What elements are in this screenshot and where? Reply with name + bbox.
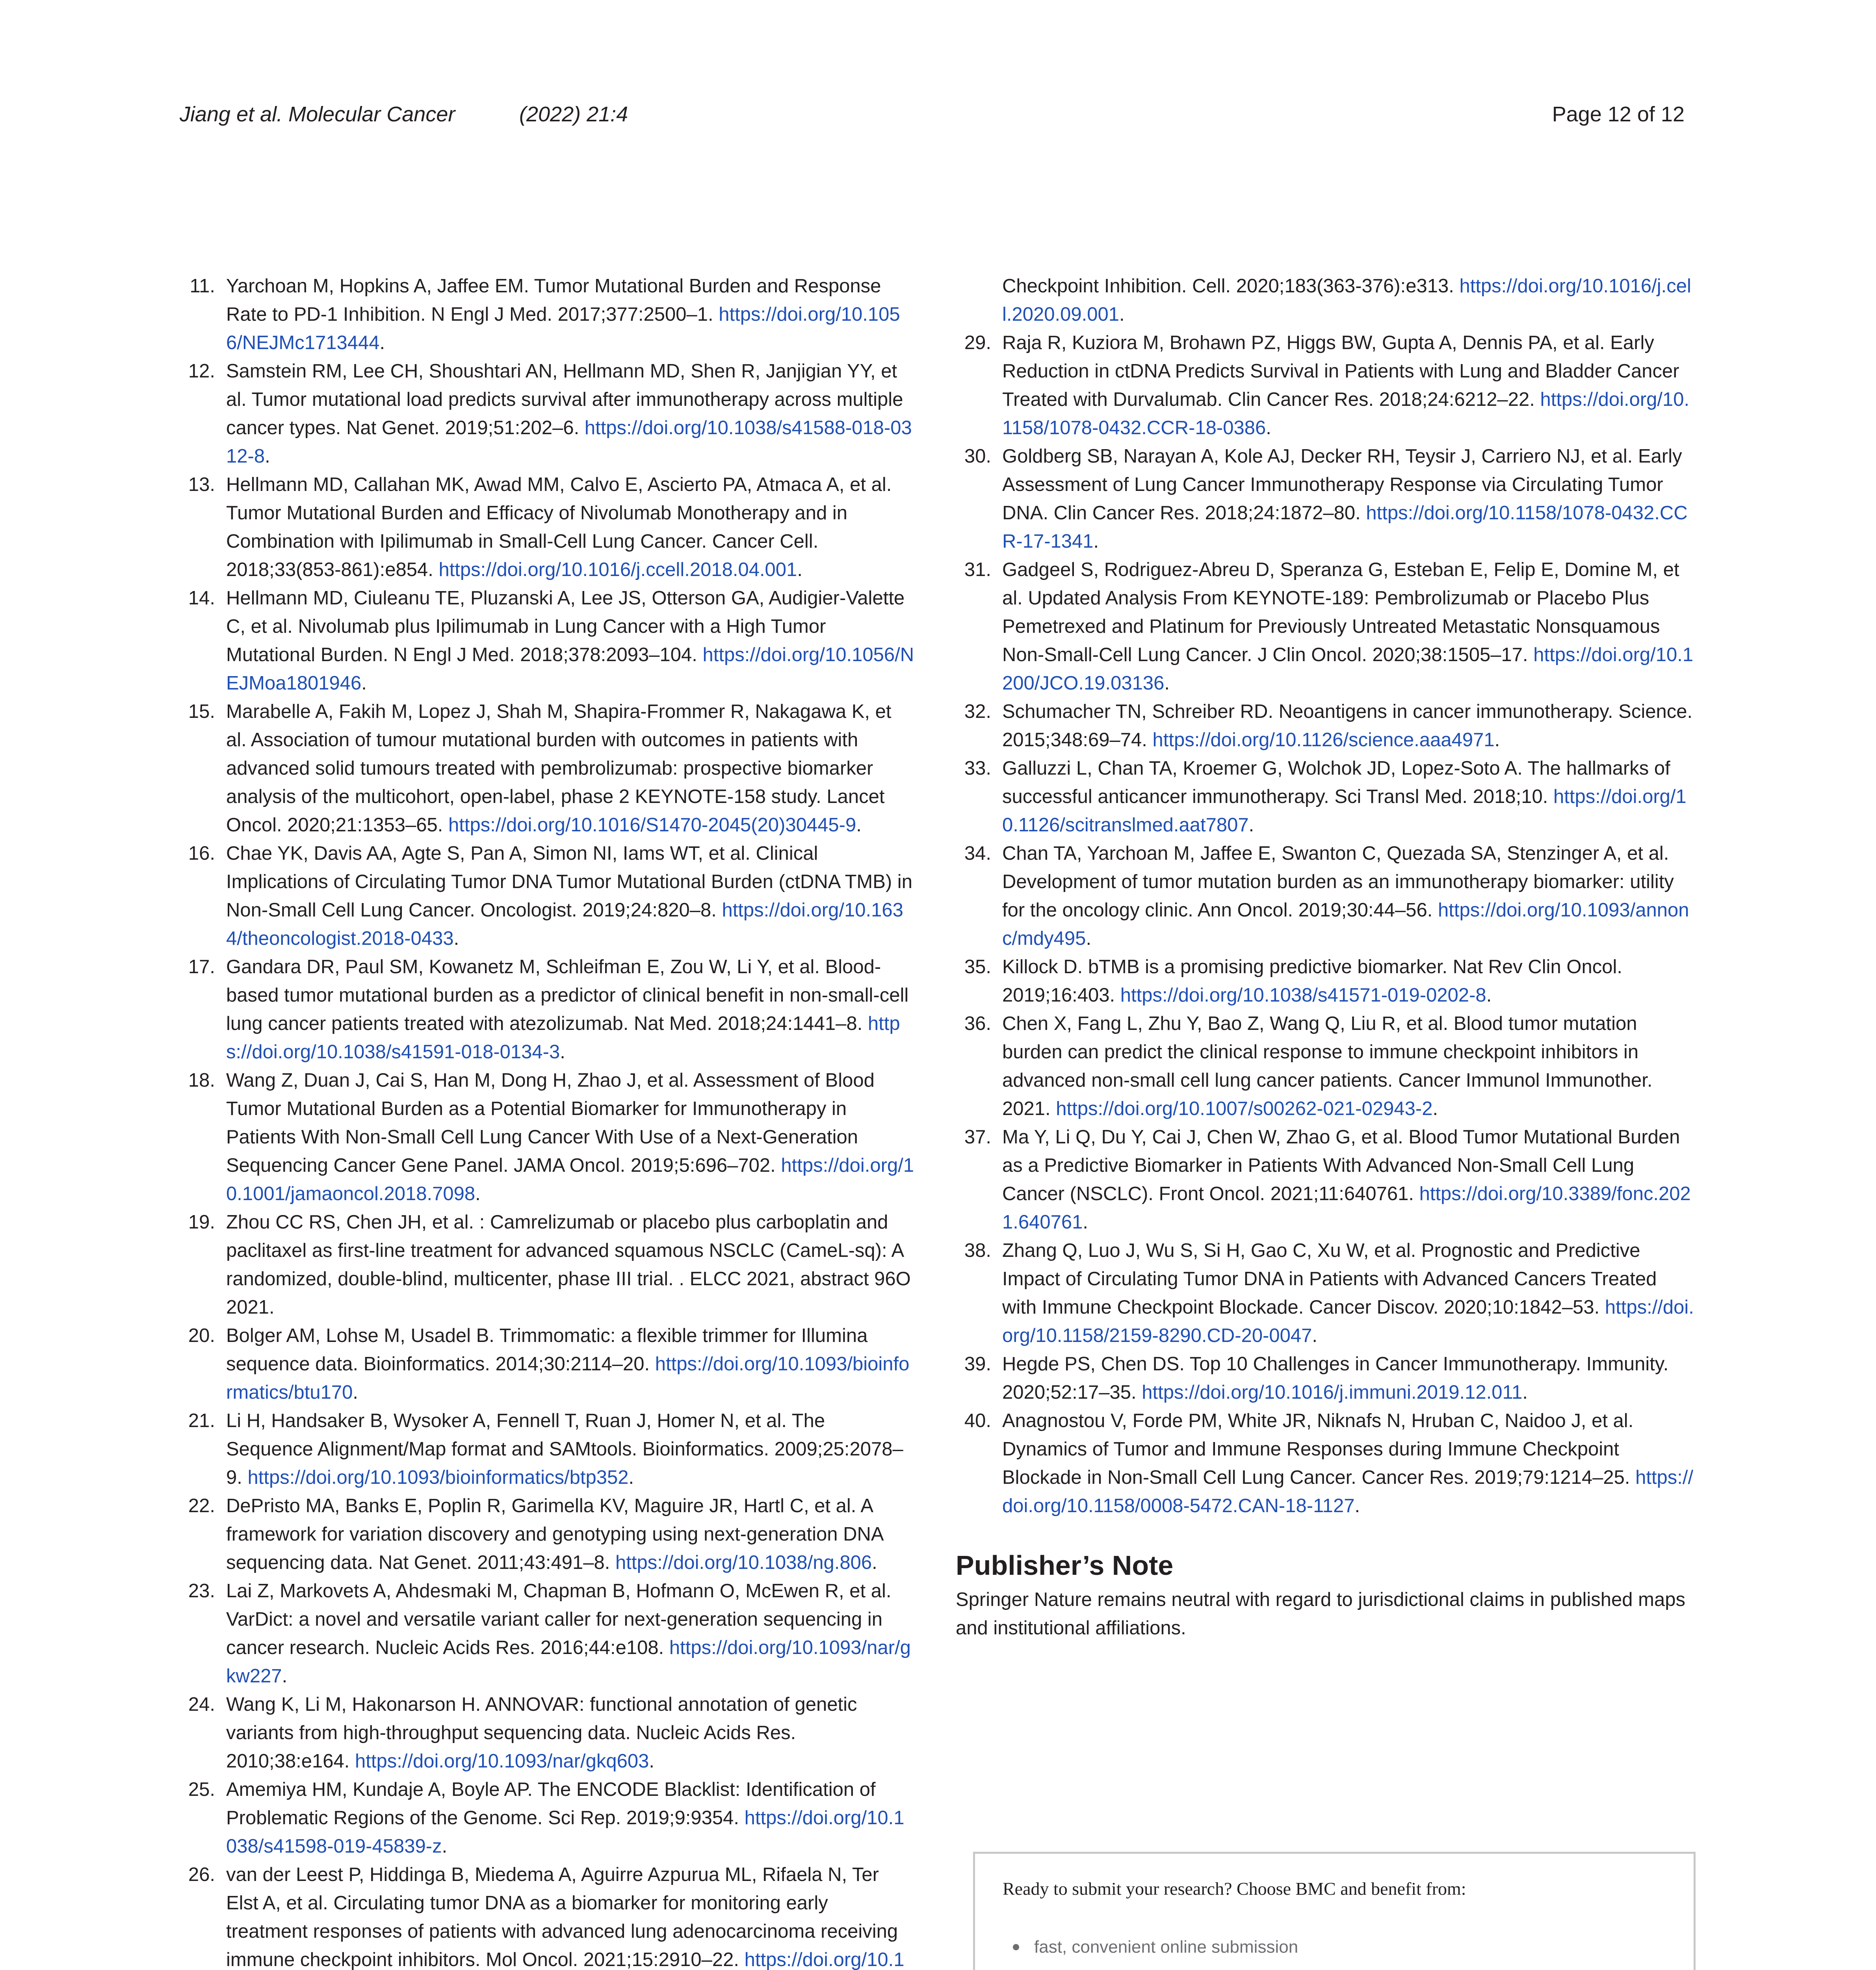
reference-text: Li H, Handsaker B, Wysoker A, Fennell T, Ruan J, Homer N, et al. The Sequence Alignment/Map format and SAMtools. Bioinformatics. 2009;25:2078–9. bbox=[226, 1410, 903, 1488]
reference-body bbox=[1002, 1350, 1696, 1407]
reference-body bbox=[226, 584, 915, 697]
reference-doi-link[interactable]: https://doi.org/10.1038/s41598-019-45839-z bbox=[226, 1807, 905, 1857]
reference-number: 12. bbox=[188, 361, 215, 382]
page-number: Page 12 of 12 bbox=[1552, 102, 1685, 126]
reference-item bbox=[180, 1407, 915, 1492]
reference-tail: . bbox=[379, 332, 385, 353]
reference-number: 25. bbox=[188, 1779, 215, 1800]
reference-text: Galluzzi L, Chan TA, Kroemer G, Wolchok JD, Lopez-Soto A. The hallmarks of successful anticancer immunotherapy. Sci Transl Med. 2018;10. bbox=[1002, 758, 1670, 807]
reference-doi-link[interactable]: https://doi.org/10.1016/j.cell.2020.09.001 bbox=[1002, 275, 1691, 325]
reference-item bbox=[180, 470, 915, 584]
reference-body bbox=[1002, 442, 1696, 556]
reference-text: Raja R, Kuziora M, Brohawn PZ, Higgs BW, Gupta A, Dennis PA, et al. Early Reduction in ctDNA Predicts Survival in Patients with Lung and Bladder Cancer Treated with Durvalumab. Clin Cancer Res. 2018;24:6212–22. bbox=[1002, 332, 1679, 410]
reference-tail: . bbox=[1086, 928, 1092, 949]
reference-doi-link[interactable]: https://doi.org/10.1038/s41571-019-0202-8 bbox=[1120, 985, 1486, 1006]
reference-number: 20. bbox=[188, 1325, 215, 1346]
reference-tail: . bbox=[856, 814, 862, 836]
reference-text: van der Leest P, Hiddinga B, Miedema A, Aguirre Azpurua ML, Rifaela N, Ter Elst A, et al. Circulating tumor DNA as a biomarker for monitoring early treatment responses of patients with advanced lung adenocarcinoma receiving immune checkpoint inhibitors. Mol Oncol. 2021;15:2910–22. bbox=[226, 1864, 898, 1970]
reference-tail: . bbox=[442, 1836, 448, 1857]
reference-number: 19. bbox=[188, 1212, 215, 1233]
reference-item bbox=[956, 697, 1696, 754]
reference-item bbox=[956, 442, 1696, 556]
reference-text: Killock D. bTMB is a promising predictive biomarker. Nat Rev Clin Oncol. 2019;16:403. bbox=[1002, 956, 1622, 1006]
reference-number: 22. bbox=[188, 1495, 215, 1517]
reference-tail: . bbox=[1432, 1098, 1438, 1119]
reference-item bbox=[956, 329, 1696, 442]
reference-number: 11. bbox=[189, 275, 215, 297]
reference-text: Ma Y, Li Q, Du Y, Cai J, Chen W, Zhao G, et al. Blood Tumor Mutational Burden as a Predictive Biomarker in Patients With Advanced Non-Small Cell Lung Cancer (NSCLC). Front Oncol. 2021;11:640761. bbox=[1002, 1126, 1680, 1204]
reference-tail: . bbox=[628, 1467, 634, 1488]
reference-item bbox=[956, 1123, 1696, 1236]
reference-item bbox=[180, 1066, 915, 1208]
reference-tail: . bbox=[453, 928, 459, 949]
reference-body bbox=[1002, 329, 1696, 442]
reference-tail: . bbox=[1312, 1325, 1318, 1346]
reference-text: Gandara DR, Paul SM, Kowanetz M, Schleifman E, Zou W, Li Y, et al. Blood-based tumor mutational burden as a predictor of clinical benefit in non-small-cell lung cancer patients treated with atezolizumab. Nat Med. 2018;24:1441–8. bbox=[226, 956, 909, 1034]
reference-text: Wang K, Li M, Hakonarson H. ANNOVAR: functional annotation of genetic variants from high-throughput sequencing data. Nucleic Acids Res. 2010;38:e164. bbox=[226, 1694, 857, 1772]
reference-doi-link[interactable]: https://doi.org/10.1056/NEJMc1713444 bbox=[226, 304, 900, 353]
bmc-benefit-item bbox=[1013, 1966, 1611, 1970]
reference-doi-link[interactable]: https://doi.org/10.1158/1078-0432.CCR-18-0386 bbox=[1002, 389, 1690, 439]
reference-item bbox=[180, 953, 915, 1066]
reference-doi-link[interactable]: https://doi.org/10.3389/fonc.2021.640761 bbox=[1002, 1183, 1691, 1233]
reference-text: Yarchoan M, Hopkins A, Jaffee EM. Tumor Mutational Burden and Response Rate to PD-1 Inhibition. N Engl J Med. 2017;377:2500–1. bbox=[226, 275, 881, 325]
bmc-benefits-list bbox=[1013, 1929, 1611, 1970]
reference-number: 29. bbox=[964, 332, 991, 353]
reference-doi-link[interactable]: https://doi.org/10.1001/jamaoncol.2018.7098 bbox=[226, 1155, 914, 1204]
reference-body bbox=[226, 1407, 915, 1492]
reference-body bbox=[226, 470, 915, 584]
reference-text: Bolger AM, Lohse M, Usadel B. Trimmomatic: a flexible trimmer for Illumina sequence data. Bioinformatics. 2014;30:2114–20. bbox=[226, 1325, 868, 1375]
reference-tail: . bbox=[797, 559, 802, 580]
reference-tail: . bbox=[1522, 1382, 1528, 1403]
reference-number: 26. bbox=[188, 1864, 215, 1885]
reference-doi-link[interactable]: https://doi.org/10.1093/bioinformatics/btu170 bbox=[226, 1353, 910, 1403]
reference-tail: . bbox=[475, 1183, 481, 1204]
reference-doi-link[interactable]: https://doi.org/10.1093/annonc/mdy495 bbox=[1002, 900, 1689, 949]
reference-item bbox=[956, 556, 1696, 697]
reference-text: DePristo MA, Banks E, Poplin R, Garimella KV, Maguire JR, Hartl C, et al. A framework for variation discovery and genotyping using next-generation DNA sequencing data. Nat Genet. 2011;43:491–8. bbox=[226, 1495, 883, 1573]
reference-tail: . bbox=[1164, 673, 1170, 694]
reference-item bbox=[956, 1009, 1696, 1123]
reference-body bbox=[1002, 1236, 1696, 1350]
reference-body bbox=[1002, 697, 1696, 754]
reference-item bbox=[956, 754, 1696, 839]
reference-number: 16. bbox=[188, 843, 215, 864]
reference-text: Gadgeel S, Rodriguez-Abreu D, Speranza G, Esteban E, Felip E, Domine M, et al. Updated Analysis From KEYNOTE-189: Pembrolizumab or Placebo Plus Pemetrexed and Platinum for Previously Untreated Metastatic Nonsquamous Non-Small-Cell Lung Cancer. J Clin Oncol. 2020;38:1505–17. bbox=[1002, 559, 1679, 665]
reference-item bbox=[180, 584, 915, 697]
bmc-intro: Ready to submit your research? Choose BMC and benefit from: bbox=[1003, 1879, 1466, 1899]
citation-year: (2022) 21:4 bbox=[519, 102, 628, 126]
reference-tail: . bbox=[1248, 814, 1254, 836]
reference-item bbox=[180, 839, 915, 953]
reference-tail: . bbox=[1354, 1495, 1360, 1517]
reference-tail: . bbox=[1494, 729, 1500, 751]
reference-text: Chae YK, Davis AA, Agte S, Pan A, Simon NI, Iams WT, et al. Clinical Implications of Circulating Tumor DNA Tumor Mutational Burden (ctDNA TMB) in Non-Small Cell Lung Cancer. Oncologist. 2019;24:820–8. bbox=[226, 843, 912, 921]
reference-number: 36. bbox=[964, 1013, 991, 1034]
reference-number: 15. bbox=[188, 701, 215, 722]
reference-body bbox=[1002, 556, 1696, 697]
reference-tail: . bbox=[872, 1552, 877, 1573]
reference-number: 38. bbox=[964, 1240, 991, 1261]
reference-doi-link[interactable]: https://doi.org/10.1016/j.immuni.2019.12.011 bbox=[1142, 1382, 1523, 1403]
references-left-column bbox=[180, 272, 915, 1970]
reference-item bbox=[956, 953, 1696, 1009]
reference-item bbox=[180, 357, 915, 470]
reference-text: Schumacher TN, Schreiber RD. Neoantigens in cancer immunotherapy. Science. 2015;348:69–74. bbox=[1002, 701, 1693, 751]
reference-text: Hellmann MD, Ciuleanu TE, Pluzanski A, Lee JS, Otterson GA, Audigier-Valette C, et al. Nivolumab plus Ipilimumab in Lung Cancer with a High Tumor Mutational Burden. N Engl J Med. 2018;378:2093–104. bbox=[226, 587, 905, 665]
reference-text: Checkpoint Inhibition. Cell. 2020;183(363-376):e313. bbox=[1002, 275, 1460, 297]
reference-doi-link[interactable]: https://doi.org/10.1126/scitranslmed.aat7807 bbox=[1002, 786, 1687, 836]
reference-body bbox=[1002, 1407, 1696, 1520]
reference-number: 14. bbox=[188, 587, 215, 609]
reference-tail: . bbox=[1486, 985, 1492, 1006]
reference-number: 35. bbox=[964, 956, 991, 978]
reference-number: 18. bbox=[188, 1070, 215, 1091]
reference-item bbox=[180, 1860, 915, 1970]
reference-number: 24. bbox=[188, 1694, 215, 1715]
reference-item bbox=[180, 1208, 915, 1321]
bullet-icon bbox=[1013, 1944, 1019, 1950]
reference-text: Goldberg SB, Narayan A, Kole AJ, Decker RH, Teysir J, Carriero NJ, et al. Early Assessment of Lung Cancer Immunotherapy Response via Circulating Tumor DNA. Clin Cancer Res. 2018;24:1872–80. bbox=[1002, 446, 1682, 524]
reference-body bbox=[1002, 1009, 1696, 1123]
reference-doi-link[interactable]: https://doi.org/10.1126/science.aaa4971 bbox=[1152, 729, 1495, 751]
reference-doi-link[interactable]: https://doi.org/10.1016/j.ccell.2018.04.001 bbox=[438, 559, 797, 580]
reference-number: 21. bbox=[188, 1410, 215, 1431]
reference-number: 17. bbox=[188, 956, 215, 978]
reference-doi-link[interactable]: https://doi.org/10.1056/NEJMoa1801946 bbox=[226, 644, 914, 694]
reference-body bbox=[1002, 953, 1696, 1009]
reference-body bbox=[226, 1492, 915, 1577]
reference-doi-link[interactable]: https://doi.org/10.1093/nar/gkq603 bbox=[355, 1751, 649, 1772]
reference-body bbox=[1002, 1123, 1696, 1236]
reference-body bbox=[226, 1690, 915, 1775]
reference-item bbox=[180, 1321, 915, 1407]
reference-text: Chen X, Fang L, Zhu Y, Bao Z, Wang Q, Liu R, et al. Blood tumor mutation burden can predict the clinical response to immune checkpoint inhibitors in advanced non-small cell lung cancer patients. Cancer Immunol Immunother. 2021. bbox=[1002, 1013, 1653, 1119]
reference-doi-link[interactable]: https://doi.org/10.1016/S1470-2045(20)30445-9 bbox=[448, 814, 856, 836]
reference-tail: . bbox=[1093, 531, 1099, 552]
reference-body bbox=[226, 1066, 915, 1208]
reference-number: 34. bbox=[964, 843, 991, 864]
reference-body bbox=[226, 357, 915, 470]
reference-body bbox=[226, 1860, 915, 1970]
references-right-list bbox=[956, 329, 1696, 1520]
reference-item bbox=[956, 1236, 1696, 1350]
reference-text: Samstein RM, Lee CH, Shoushtari AN, Hellmann MD, Shen R, Janjigian YY, et al. Tumor mutational load predicts survival after immunotherapy across multiple cancer types. Nat Genet. 2019;51:202–6. bbox=[226, 361, 903, 439]
reference-body bbox=[1002, 754, 1696, 839]
reference-body bbox=[226, 697, 915, 839]
reference-item bbox=[956, 839, 1696, 953]
bmc-advert bbox=[973, 1852, 1696, 1970]
reference-text: Anagnostou V, Forde PM, White JR, Niknafs N, Hruban C, Naidoo J, et al. Dynamics of Tumor and Immune Responses during Immune Checkpoint Blockade in Non-Small Cell Lung Cancer. Cancer Res. 2019;79:1214–25. bbox=[1002, 1410, 1636, 1488]
reference-number: 31. bbox=[964, 559, 991, 580]
reference-doi-link[interactable]: https://doi.org/10.1158/2159-8290.CD-20-0047 bbox=[1002, 1297, 1694, 1346]
references-right-column bbox=[956, 272, 1696, 1642]
reference-tail: . bbox=[649, 1751, 655, 1772]
reference-doi-link[interactable]: https://doi.org/10.1634/theoncologist.2018-0433 bbox=[226, 900, 903, 949]
reference-text: Marabelle A, Fakih M, Lopez J, Shah M, Shapira-Frommer R, Nakagawa K, et al. Association of tumour mutational burden with outcomes in patients with advanced solid tumours treated with pembrolizumab: prospective biomarker analysis of the multicohort, open-label, phase 2 KEYNOTE-158 study. Lancet Oncol. 2020;21:1353–65. bbox=[226, 701, 892, 836]
reference-doi-link[interactable]: https://doi.org/10.1038/ng.806 bbox=[615, 1552, 872, 1573]
journal-citation: Jiang et al. Molecular Cancer bbox=[180, 102, 455, 126]
reference-number: 30. bbox=[964, 446, 991, 467]
publisher-note-text: Springer Nature remains neutral with regard to jurisdictional claims in published maps and institutional affiliations. bbox=[956, 1589, 1685, 1639]
reference-body bbox=[226, 272, 915, 357]
reference-tail: . bbox=[1266, 417, 1271, 439]
reference-number: 13. bbox=[188, 474, 215, 495]
reference-doi-link[interactable]: https://doi.org/10.1158/0008-5472.CAN-18-1127 bbox=[1002, 1467, 1694, 1517]
reference-tail: . bbox=[1083, 1212, 1088, 1233]
reference-body bbox=[226, 1775, 915, 1860]
reference-item bbox=[180, 1690, 915, 1775]
reference-tail: . bbox=[265, 446, 270, 467]
reference-item bbox=[180, 1492, 915, 1577]
reference-body bbox=[226, 1577, 915, 1690]
bmc-benefit-item bbox=[1013, 1929, 1611, 1966]
reference-text: Hegde PS, Chen DS. Top 10 Challenges in Cancer Immunotherapy. Immunity. 2020;52:17–35. bbox=[1002, 1353, 1669, 1403]
reference-number: 33. bbox=[964, 758, 991, 779]
reference-text: Zhou CC RS, Chen JH, et al. : Camrelizumab or placebo plus carboplatin and paclitaxel as first-line treatment for advanced squamous NSCLC (CameL-sq): A randomized, double-blind, multicenter, phase III trial. . ELCC 2021, abstract 96O 2021. bbox=[226, 1212, 911, 1318]
reference-tail: . bbox=[361, 673, 367, 694]
reference-text: Hellmann MD, Callahan MK, Awad MM, Calvo E, Ascierto PA, Atmaca A, et al. Tumor Mutational Burden and Efficacy of Nivolumab Monotherapy and in Combination with Ipilimumab in Small-Cell Lung Cancer. Cancer Cell. 2018;33(853-861):e854. bbox=[226, 474, 892, 580]
reference-doi-link[interactable]: https://doi.org/10.1158/1078-0432.CCR-17-1341 bbox=[1002, 502, 1688, 552]
reference-continuation: Checkpoint Inhibition. Cell. 2020;183(363-376):e313. https://doi.org/10.1016/j.cell.2020.09.001. bbox=[1002, 275, 1691, 325]
reference-doi-link[interactable]: https://doi.org/10.1200/JCO.19.03136 bbox=[1002, 644, 1694, 694]
reference-item bbox=[180, 1577, 915, 1690]
reference-tail: . bbox=[282, 1665, 288, 1687]
publisher-note-title: Publisher’s Note bbox=[956, 1550, 1174, 1581]
reference-item bbox=[180, 1775, 915, 1860]
reference-body bbox=[226, 1321, 915, 1407]
reference-body bbox=[226, 953, 915, 1066]
reference-item bbox=[180, 272, 915, 357]
reference-text: Lai Z, Markovets A, Ahdesmaki M, Chapman B, Hofmann O, McEwen R, et al. VarDict: a novel and versatile variant caller for next-generation sequencing in cancer research. Nucleic Acids Res. 2016;44:e108. bbox=[226, 1580, 892, 1658]
reference-number: 23. bbox=[188, 1580, 215, 1602]
reference-text: Wang Z, Duan J, Cai S, Han M, Dong H, Zhao J, et al. Assessment of Blood Tumor Mutational Burden as a Potential Biomarker for Immunotherapy in Patients With Non-Small Cell Lung Cancer With Use of a Next-Generation Sequencing Cancer Gene Panel. JAMA Oncol. 2019;5:696–702. bbox=[226, 1070, 875, 1176]
reference-doi-link[interactable]: https://doi.org/10.1093/bioinformatics/btp352 bbox=[247, 1467, 629, 1488]
reference-tail: . bbox=[560, 1041, 565, 1063]
reference-number: 39. bbox=[964, 1353, 991, 1375]
reference-number: 32. bbox=[964, 701, 991, 722]
reference-doi-link[interactable]: https://doi.org/10.1038/s41588-018-0312-8 bbox=[226, 417, 912, 467]
reference-body bbox=[226, 839, 915, 953]
bmc-benefit-text: fast, convenient online submission bbox=[1034, 1937, 1298, 1957]
publisher-note bbox=[956, 1548, 1696, 1642]
reference-doi-link[interactable]: https://doi.org/10.1 bbox=[744, 1949, 905, 1970]
reference-item bbox=[956, 1350, 1696, 1407]
reference-doi-link[interactable]: https://doi.org/10.1007/s00262-021-02943-2 bbox=[1056, 1098, 1433, 1119]
reference-text: Amemiya HM, Kundaje A, Boyle AP. The ENCODE Blacklist: Identification of Problematic Regions of the Genome. Sci Rep. 2019;9:9354. bbox=[226, 1779, 876, 1829]
reference-number: 40. bbox=[964, 1410, 991, 1431]
reference-body bbox=[1002, 839, 1696, 953]
reference-number: 37. bbox=[964, 1126, 991, 1148]
reference-text: Zhang Q, Luo J, Wu S, Si H, Gao C, Xu W, et al. Prognostic and Predictive Impact of Circulating Tumor DNA in Patients with Advanced Cancers Treated with Immune Checkpoint Blockade. Cancer Discov. 2020;10:1842–53. bbox=[1002, 1240, 1657, 1318]
reference-tail: . bbox=[353, 1382, 358, 1403]
reference-item bbox=[956, 1407, 1696, 1520]
reference-text: Chan TA, Yarchoan M, Jaffee E, Swanton C, Quezada SA, Stenzinger A, et al. Development of tumor mutation burden as an immunotherapy biomarker: utility for the oncology clinic. Ann Oncol. 2019;30:44–56. bbox=[1002, 843, 1674, 921]
reference-item bbox=[180, 697, 915, 839]
page-header bbox=[0, 98, 1876, 130]
reference-doi-link[interactable]: https://doi.org/10.1038/s41591-018-0134-3 bbox=[226, 1013, 900, 1063]
reference-body bbox=[226, 1208, 915, 1321]
reference-doi-link[interactable]: https://doi.org/10.1093/nar/gkw227 bbox=[226, 1637, 911, 1687]
